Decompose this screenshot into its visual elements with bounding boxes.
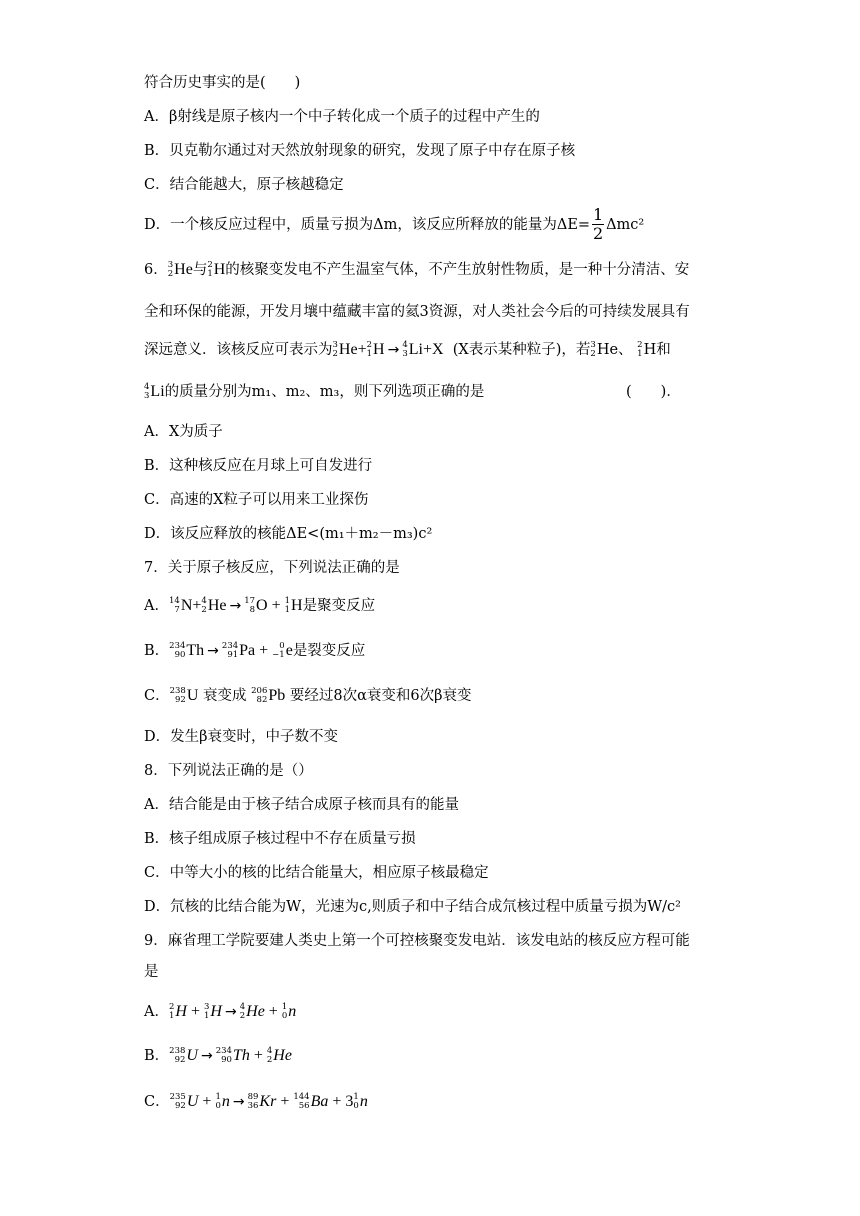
q6-line4: 4 3 Li 的质量分别为m₁、m₂、m₃，则下列选项正确的是 ( )． (144, 382, 681, 401)
q5-option-d-text: D．一个核反应过程中，质量亏损为Δm，该反应所释放的能量为ΔE= (144, 216, 591, 233)
arrow-icon: → (207, 643, 219, 659)
q8-option-c: C．中等大小的核的比结合能量大，相应原子核最稳定 (144, 865, 489, 881)
he3-isotope: 3 2 He (332, 340, 358, 359)
q5-option-d-tail: Δmc² (606, 216, 645, 233)
q7-option-b: B． 234 90 Th → 234 91 Pa + 0 −1 e 是裂变反应 (144, 641, 366, 660)
q9-stem-line1: 9．麻省理工学院要建人类史上第一个可控核聚变发电站．该发电站的核反应方程可能 (144, 933, 690, 949)
q8-option-d: D．氘核的比结合能为W，光速为c,则质子和中子结合成氘核过程中质量亏损为W/c² (144, 899, 681, 915)
q6-conj: 与 (192, 262, 208, 278)
q6-option-b: B．这种核反应在月球上可自发进行 (144, 458, 373, 474)
arrow-icon: → (229, 598, 242, 614)
fraction-numerator: 1 (592, 205, 604, 224)
q7-option-d: D．发生β衰变时，中子数不变 (144, 729, 339, 745)
arrow-icon: → (232, 1094, 245, 1110)
q6-line3: 深远意义．该核反应可表示为 3 2 He + 2 1 H → 4 3 Li+X (X表示某种粒子)，若 3 2 He、 2 1 H和 (144, 340, 671, 359)
q8-option-b: B．核子组成原子核过程中不存在质量亏损 (144, 831, 416, 847)
q9-option-a: A． 2 1 H + 3 1 H → 4 2 He + 1 0 n (144, 1002, 297, 1021)
arrow-icon: → (200, 1048, 213, 1064)
q9-stem-line2: 是 (144, 964, 159, 980)
arrow-icon: → (224, 1004, 237, 1020)
he3-isotope: 3 2 He (167, 260, 193, 279)
q6-number: 6． (144, 262, 168, 278)
q5-option-c: C．结合能越大，原子核越稳定 (144, 177, 344, 193)
q5-option-d (144, 206, 644, 243)
q7-option-c: C． 238 92 U 衰变成 206 82 Pb 要经过8次α衰变和6次β衰变 (144, 686, 472, 705)
q8-stem: 8．下列说法正确的是（） (144, 763, 313, 779)
h2-isotope: 2 1 H (207, 260, 226, 279)
answer-paren: ( )． (626, 384, 681, 400)
he3-isotope: 3 2 He、 (590, 340, 633, 359)
q5-option-b: B．贝克勒尔通过对天然放射现象的研究，发现了原子中存在原子核 (144, 143, 576, 159)
q5-stem: 符合历史事实的是( ) (144, 75, 301, 91)
q6-option-d: D．该反应释放的核能ΔE<(m₁＋m₂－m₃)c² (144, 526, 433, 542)
arrow-icon: → (387, 342, 400, 358)
q5-option-a: A．β射线是原子核内一个中子转化成一个质子的过程中产生的 (144, 109, 540, 125)
q6-line2: 全和环保的能源，开发月壤中蕴藏丰富的氦3资源，对人类社会今后的可持续发展具有 (144, 304, 690, 320)
q6-line1 (144, 260, 689, 280)
h2-isotope: 2 1 H和 (637, 340, 671, 359)
q6-option-a: A．X为质子 (144, 424, 223, 440)
q9-option-c: C． 235 92 U + 1 0 n → 89 36 Kr + 144 56 Ba + 3 1 0 n (144, 1092, 368, 1111)
q6-line1-text: 的核聚变发电不产生温室气体，不产生放射性物质，是一种十分清洁、安 (225, 262, 690, 278)
q6-option-c: C．高速的X粒子可以用来工业探伤 (144, 492, 369, 508)
fraction-denominator: 2 (592, 224, 604, 243)
q7-stem: 7．关于原子核反应，下列说法正确的是 (144, 560, 400, 576)
li4-isotope: 4 3 Li+X (402, 340, 444, 359)
q8-option-a: A．结合能是由于核子结合成原子核而具有的能量 (144, 797, 459, 813)
li4-isotope: 4 3 Li (144, 382, 165, 401)
q9-option-b: B． 238 92 U → 234 90 Th + 4 2 He (144, 1046, 292, 1065)
q7-option-a: A． 14 7 N+ 4 2 He → 17 8 O + 1 1 H 是聚变反应 (144, 596, 376, 615)
fraction-half (592, 206, 604, 243)
h2-isotope: 2 1 H (366, 340, 385, 359)
